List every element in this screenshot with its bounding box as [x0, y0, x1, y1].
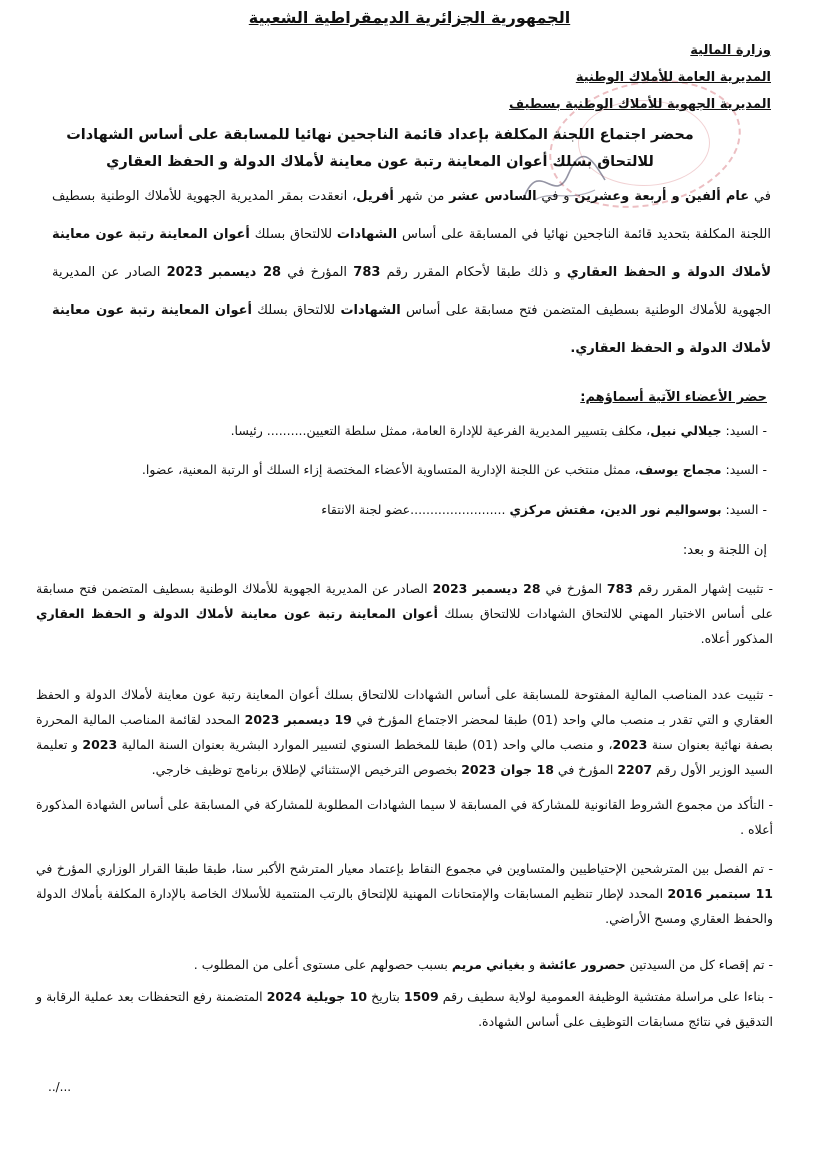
ministry-label: وزارة المالية	[690, 43, 771, 58]
members-heading: حضر الأعضاء الآتية أسماؤهم:	[580, 390, 767, 405]
document-title-line1: محضر اجتماع اللجنة المكلفة بإعداد قائمة الناجحين نهائيا للمسابقة على أساس الشهادات	[66, 127, 694, 143]
regional-directorate-label: المديرية الجهوية للأملاك الوطنية بسطيف	[509, 97, 771, 112]
bullet-inspection: - بناءا على مراسلة مفتشية الوظيفة العمومية لولاية سطيف رقم 1509 بتاريخ 10 جويلية 2024 المتضمنة رفع التحفظات بعد عملية الرقابة و التدقيق في نتائج مسابقات التوظيف على أساس الشهادة.	[36, 989, 773, 1029]
republic-heading: الجمهورية الجزائرية الديمقراطية الشعبية	[248, 8, 571, 27]
directorate-general-label: المديرية العامة للأملاك الوطنية	[575, 70, 771, 85]
document-title-line2: للالتحاق بسلك أعوان المعاينة رتبة عون معاينة لأملاك الدولة و الحفظ العقاري	[106, 154, 654, 170]
bullet-conditions: - التأكد من مجموع الشروط القانونية للمشاركة في المسابقة لا سيما الشهادات المطلوبة للمشاركة في المسابقة على أساس الشهادة المذكورة أعلاه .	[36, 797, 773, 837]
bullet-positions: - تثبيت عدد المناصب المالية المفتوحة للمسابقة على أساس الشهادات للالتحاق بسلك أعوان المعاينة رتبة عون معاينة لأملاك الدولة و الحفظ العقاري و التي تقدر بـ منصب مالي واحد (01) طبقا لمحضر الاجتماع المؤرخ في 19 ديسمبر 2023 المحدد لقائمة المناصب المالية المحررة بصفة نهائية بعنوان سنة 2023، و منصب مالي واحد (01) طبقا للمخطط السنوي لتسيير الموارد البشرية بعنوان السنة المالية 2023 و تعليمة السيد الوزير الأول رقم 2207 المؤرخ في 18 جوان 2023 بخصوص الترخيص الإستثنائي لإطلاق برنامج توظيف خارجي.	[36, 687, 773, 777]
member-elected: - السيد: مجماج يوسف، ممثل منتخب عن اللجنة الإدارية المتساوية الأعضاء المختصة إزاء السلك أو الرتبة المعنية، عضوا.	[141, 462, 767, 477]
after-clause: إن اللجنة و بعد:	[682, 543, 767, 558]
member-inspector: - السيد: بوسواليم نور الدين، مفتش مركزي ........................عضو لجنة الانتقاء	[321, 502, 767, 517]
bullet-tiebreak: - تم الفصل بين المترشحين الإحتياطيين والمتساوين في مجموع النقاط بإعتماد معيار المترشح الأكبر سنا، طبقا طبقا القرار الوزاري المؤرخ في 11 سبتمبر 2016 المحدد لإطار تنظيم المسابقات والإمتحانات المهنية للإلتحاق بالرتب المنتمية للأسلاك الخاصة بالإدارة المكلفة بأملاك الدولة والحفظ العقاري ومسح الأراضي.	[36, 861, 773, 926]
member-president: - السيد: جيلالي نبيل، مكلف بتسيير المديرية الفرعية للإدارة العامة، ممثل سلطة التعيين.......... رئيسا.	[230, 423, 767, 438]
continuation-mark: ../...	[48, 1080, 72, 1094]
intro-paragraph: في عام ألفين و أربعة وعشرين و في السادس عشر من شهر أفريل، انعقدت بمقر المديرية الجهوية للأملاك الوطنية بسطيف اللجنة المكلفة بتحديد قائمة الناجحين نهائيا في المسابقة على أساس الشهادات للالتحاق بسلك أعوان المعاينة رتبة عون معاينة لأملاك الدولة و الحفظ العقاري و ذلك طبقا لأحكام المقرر رقم 783 المؤرخ في 28 ديسمبر 2023 الصادر عن المديرية الجهوية للأملاك الوطنية بسطيف المتضمن فتح مسابقة على أساس الشهادات للالتحاق بسلك أعوان المعاينة رتبة عون معاينة لأملاك الدولة و الحفظ العقاري.	[52, 189, 771, 356]
bullet-exclusion: - تم إقصاء كل من السيدتين حصرور عائشة و بغياني مريم بسبب حصولهم على مستوى أعلى من المطلوب .	[193, 957, 773, 972]
bullet-announcement: - تثبيت إشهار المقرر رقم 783 المؤرخ في 28 ديسمبر 2023 الصادر عن المديرية الجهوية للأملاك الوطنية بسطيف المتضمن فتح مسابقة على أساس الاختبار المهني للالتحاق الشهادات للالتحاق بسلك أعوان المعاينة رتبة عون معاينة لأملاك الدولة و الحفظ العقاري المذكور أعلاه.	[36, 581, 773, 646]
